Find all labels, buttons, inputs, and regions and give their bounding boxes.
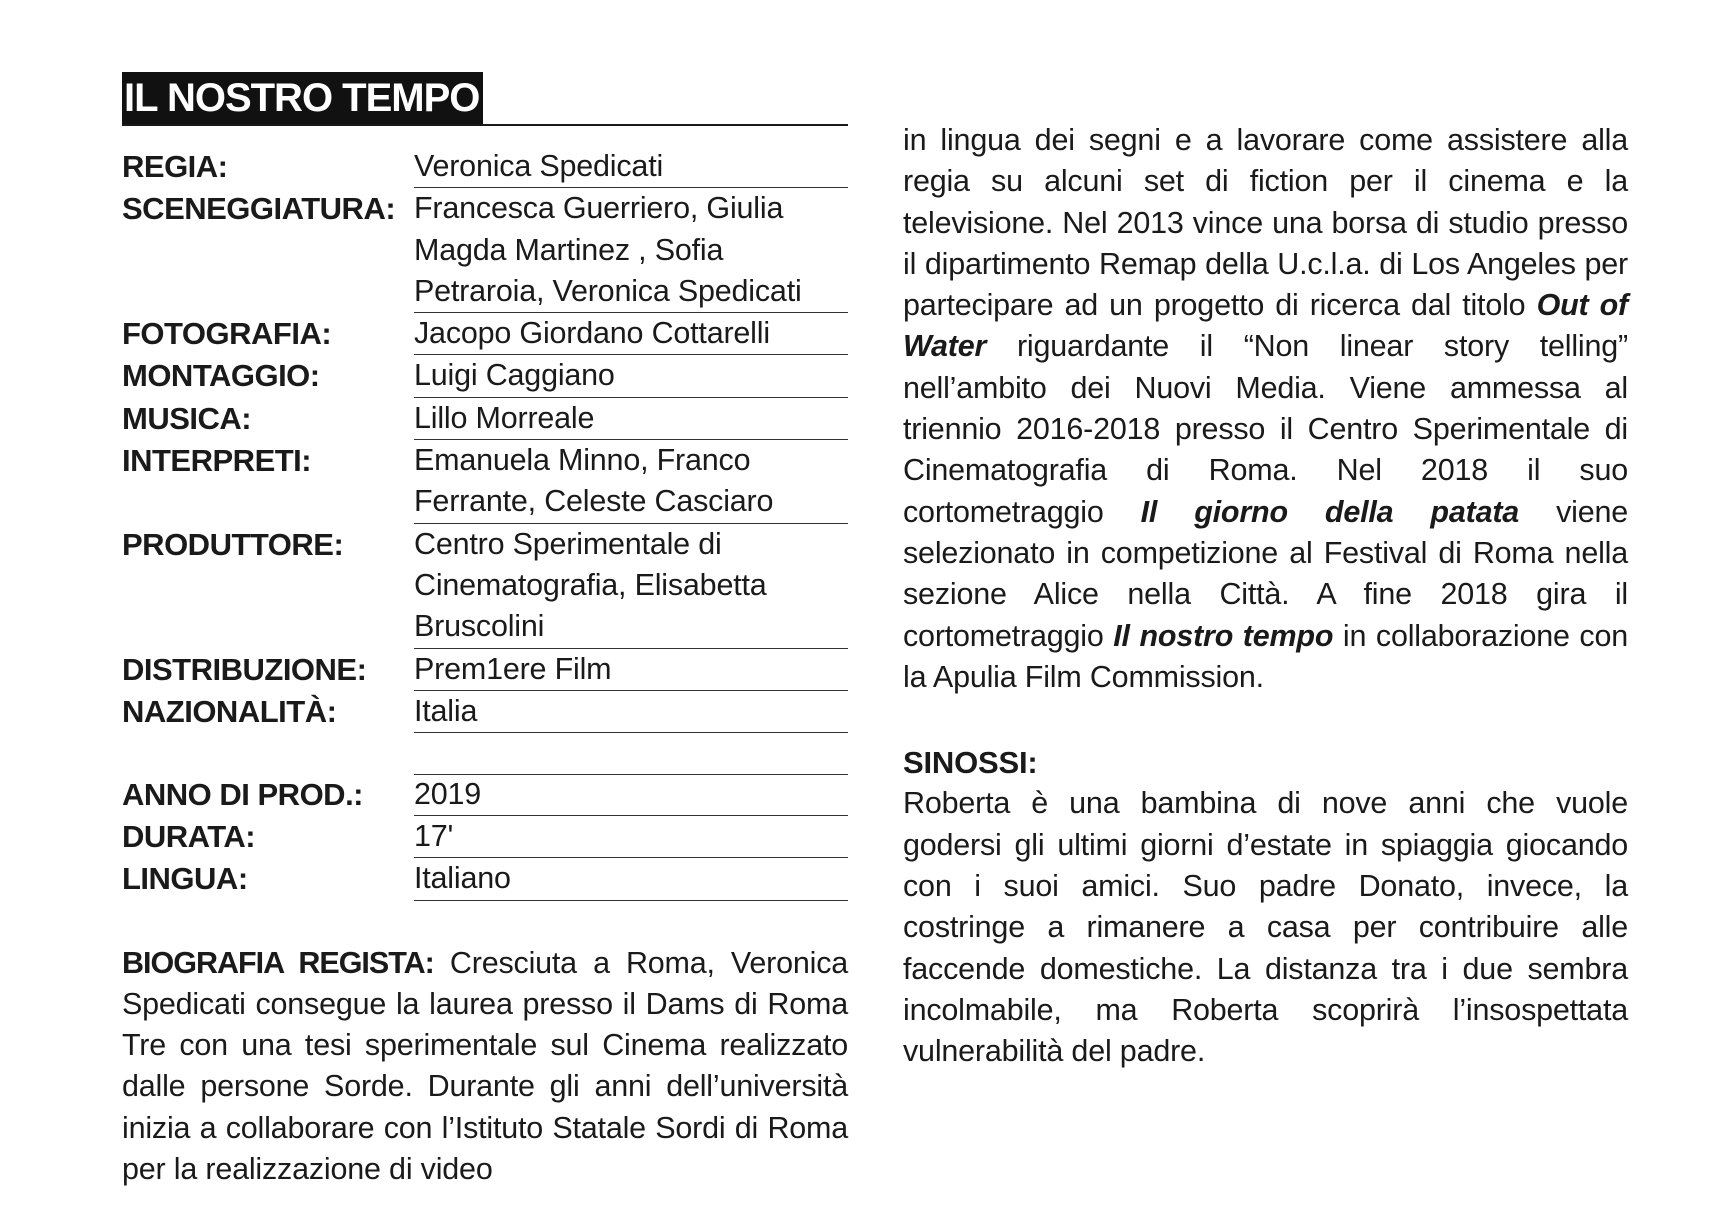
credit-value: Italiano (414, 858, 848, 900)
credit-row-fotografia (122, 313, 848, 355)
film-title-italic: Out of Water (903, 288, 1629, 364)
credit-label: PRODUTTORE: (122, 526, 344, 562)
credits-table (122, 146, 848, 901)
credit-value: Italia (414, 691, 848, 733)
credit-label: LINGUA: (122, 861, 248, 897)
credit-row-anno (122, 774, 848, 816)
blank-underline (414, 774, 848, 775)
credit-label: INTERPRETI: (122, 443, 312, 479)
synopsis-text: Roberta è una bambina di nove anni che vuole godersi gli ultimi giorni d’estate in spiaggia giocando con i suoi amici. Suo padre Donato, invece, la costringe a rimanere a casa per contribuire alle faccende domestiche. La distanza tra i due sembra incolmabile, ma Roberta scoprirà l’insospettata vulnerabilità del padre. (903, 786, 1628, 1069)
credit-row-lingua (122, 858, 848, 900)
credit-label: ANNO DI PROD.: (122, 777, 363, 813)
bio-continued (903, 120, 1628, 698)
credit-row-musica (122, 398, 848, 440)
page-title: IL NOSTRO TEMPO (122, 72, 483, 124)
credit-label: DISTRIBUZIONE: (122, 651, 367, 687)
credit-value: Emanuela Minno, Franco Ferrante, Celeste Casciaro (414, 440, 848, 524)
credit-row-distribuzione (122, 649, 848, 691)
credit-row-interpreti (122, 440, 848, 524)
credit-label: SCENEGGIATURA: (122, 191, 396, 227)
credit-value: Centro Sperimentale di Cinematografia, Elisabetta Bruscolini (414, 524, 848, 649)
bio-text: viene selezionato in competizione al Festival di Roma nella sezione Alice nella Città. A fine 2018 gira il cortometraggio (903, 494, 1628, 653)
bio-paragraph (122, 943, 848, 1191)
synopsis-label: SINOSSI: (903, 745, 1038, 781)
bio-text: riguardante il “Non linear story telling” nell’ambito dei Nuovi Media. Viene ammessa al triennio 2016-2018 presso il Centro Sperimentale di Cinematografia di Roma. Nel 2018 il suo cortometraggio (903, 329, 1628, 529)
credit-value: Francesca Guerriero, Giulia Magda Martinez , Sofia Petraroia, Veronica Spedicati (414, 188, 848, 313)
bio-text: in lingua dei segni e a lavorare come assistere alla regia su alcuni set di fiction per il cinema e la televisione. Nel 2013 vince una borsa di studio presso il dipartimento Remap della U.c.l.a. di Los Angeles per partecipare ad un progetto di ricerca dal titolo (903, 123, 1628, 323)
film-title-italic: Il nostro tempo (1113, 618, 1334, 653)
credit-value: Jacopo Giordano Cottarelli (414, 313, 848, 355)
credit-label: NAZIONALITÀ: (122, 693, 337, 729)
right-column (903, 120, 1628, 1073)
credit-label: DURATA: (122, 818, 256, 854)
credit-label: FOTOGRAFIA: (122, 316, 332, 352)
bio-text: Cresciuta a Roma, Veronica Spedicati consegue la laurea presso il Dams di Roma Tre con una tesi sperimentale sul Cinema realizzato dalle persone Sorde. Durante gli anni dell’università inizia a collaborare con l’Istituto Statale Sordi di Roma per la realizzazione di video (122, 945, 849, 1187)
credit-value: Veronica Spedicati (414, 146, 848, 188)
credit-row-nazionalita (122, 691, 848, 733)
credit-value: 2019 (414, 774, 848, 816)
credit-value: Prem1ere Film (414, 649, 848, 691)
credit-row-produttore (122, 524, 848, 649)
bio-label: BIOGRAFIA REGISTA: (122, 945, 434, 980)
credit-label: MONTAGGIO: (122, 358, 320, 394)
film-title-italic: Il giorno della patata (1140, 494, 1520, 529)
credit-row-regia (122, 146, 848, 188)
credit-row-montaggio (122, 355, 848, 397)
credit-label: REGIA: (122, 149, 228, 184)
credit-value: 17' (414, 816, 848, 858)
credit-row-durata (122, 816, 848, 858)
credit-value: Lillo Morreale (414, 398, 848, 440)
credit-label: MUSICA: (122, 400, 252, 436)
credit-value: Luigi Caggiano (414, 355, 848, 397)
left-column (122, 72, 848, 1190)
credit-row-sceneggiatura (122, 188, 848, 313)
bio-text: in collaborazione con la Apulia Film Commission. (903, 618, 1628, 694)
title-bar (122, 72, 848, 126)
